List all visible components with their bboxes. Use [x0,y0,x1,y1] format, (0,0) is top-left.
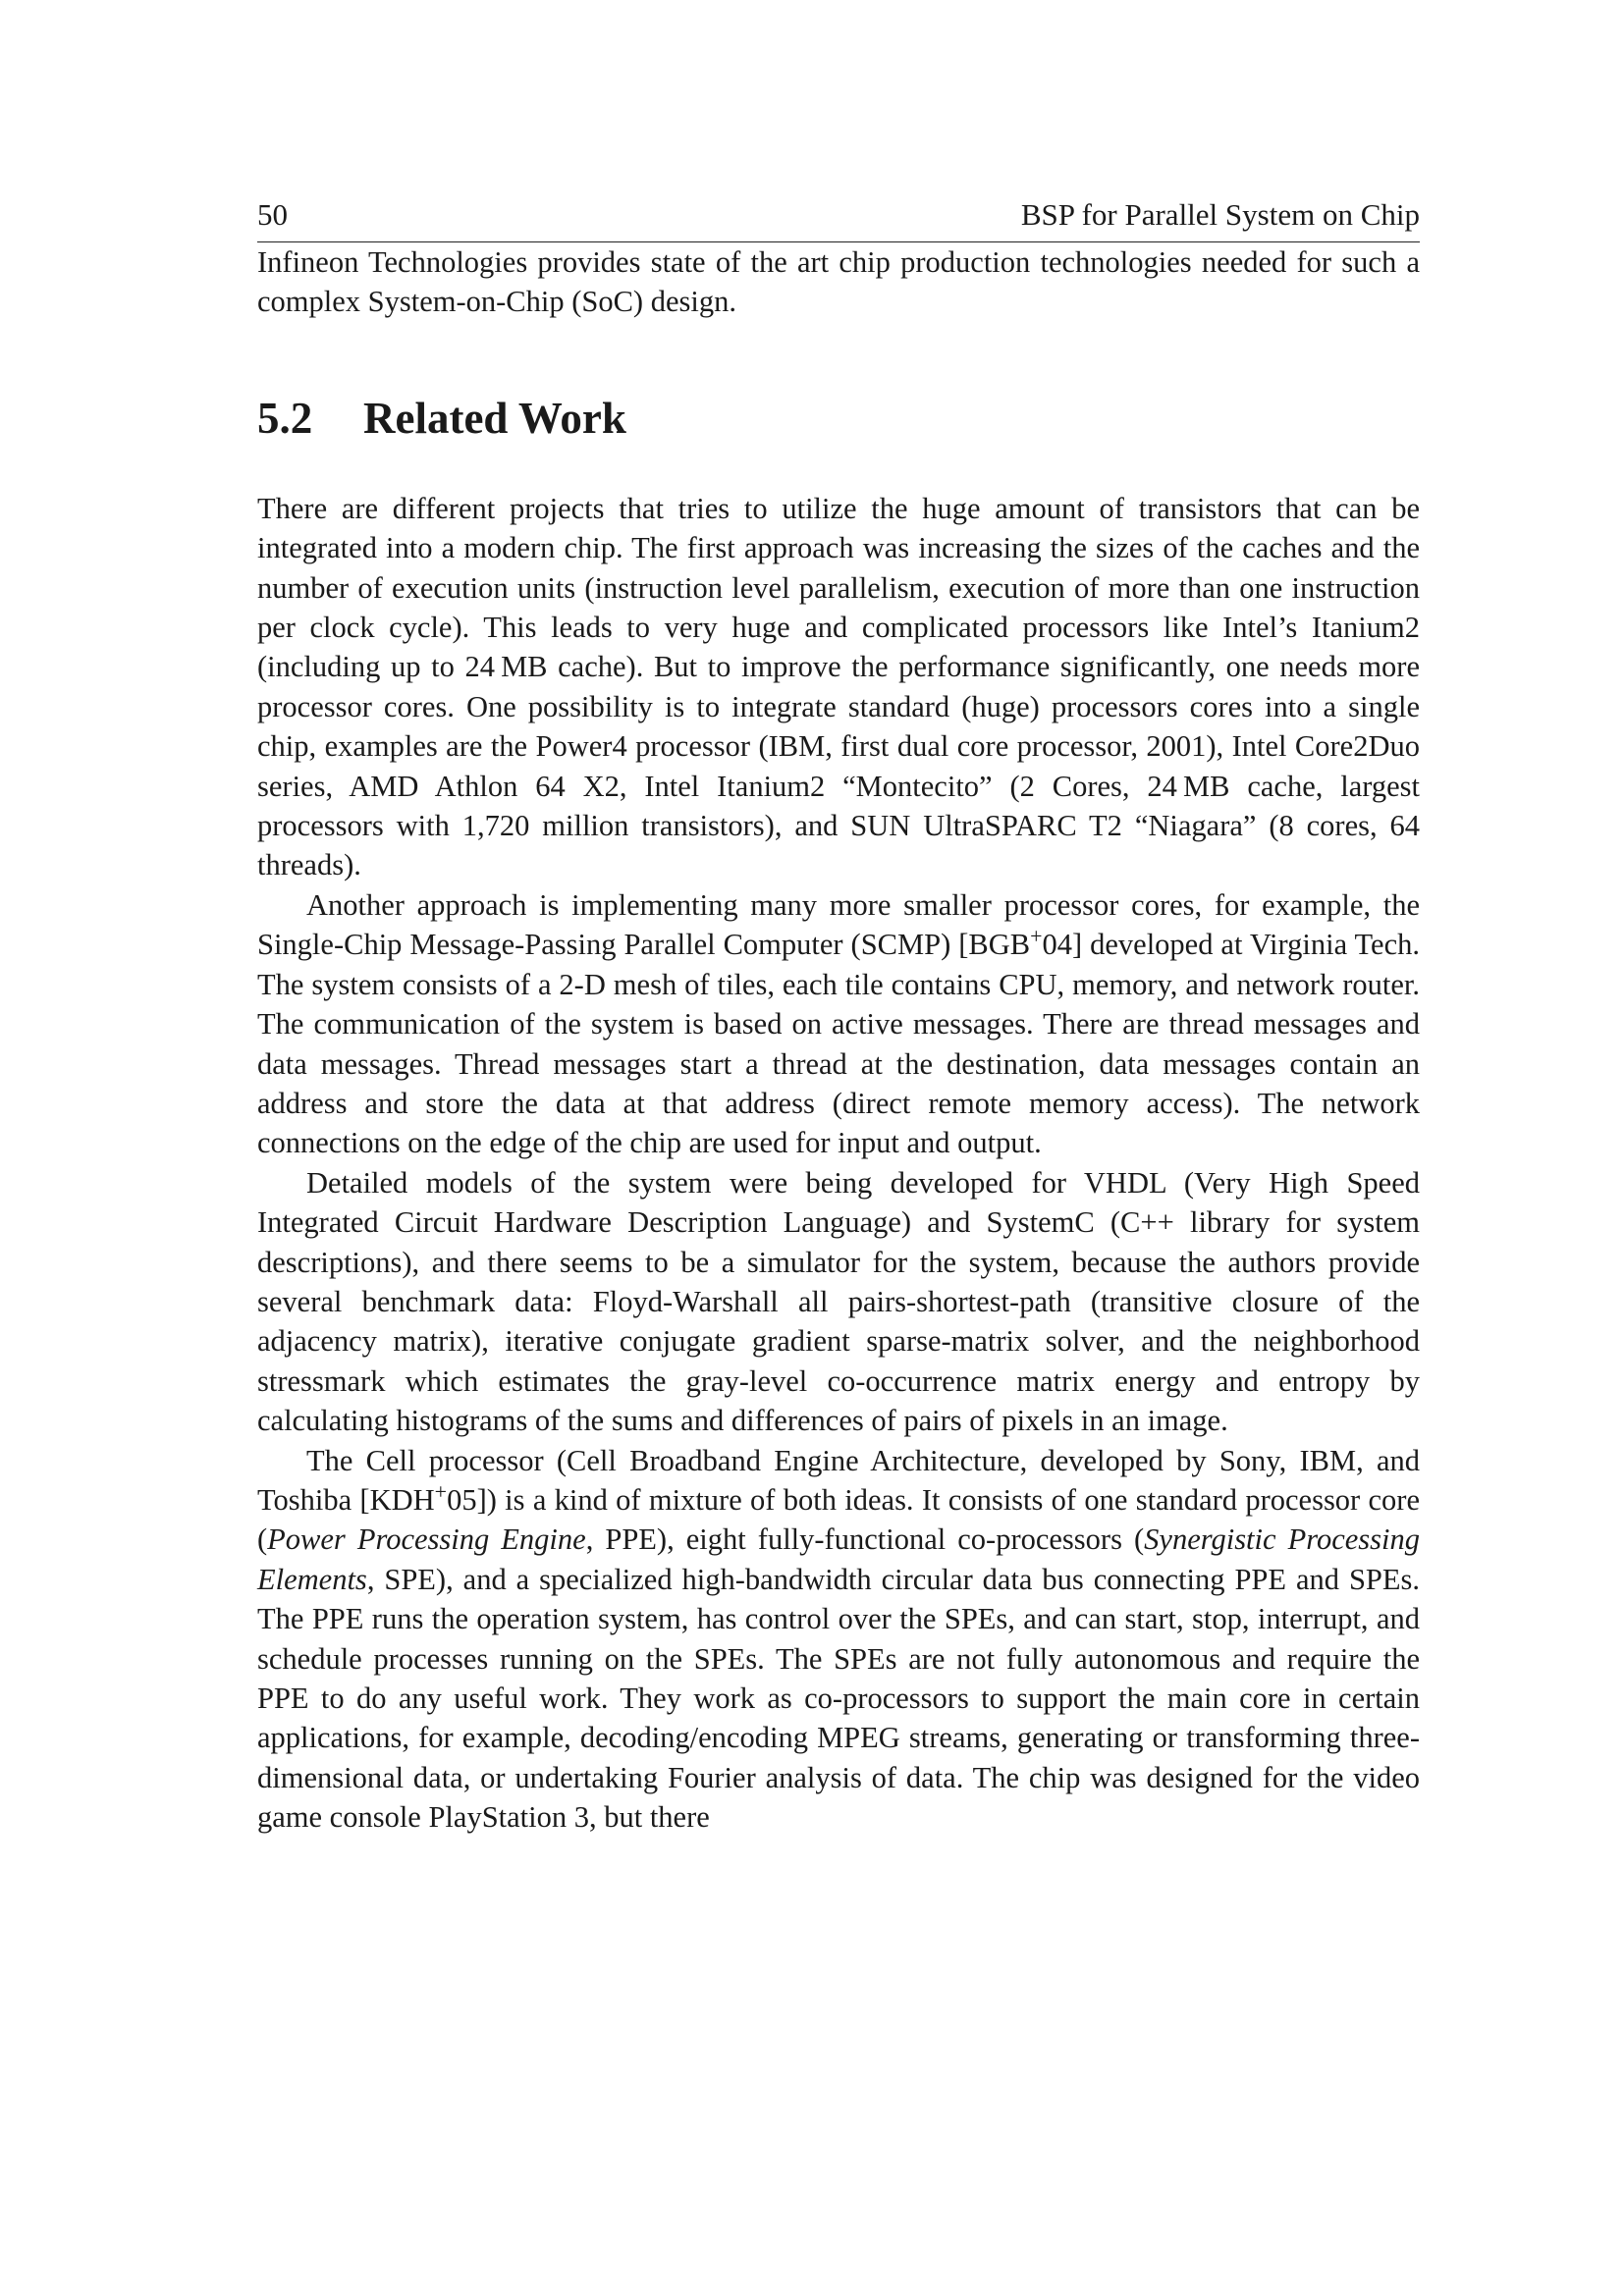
section-heading [257,391,1420,446]
paragraph-4-text-a: The Cell processor (Cell Broadband Engine Architecture, developed by Sony, IBM, and Toshiba [KDH [257,1443,1420,1517]
citation-superscript: + [434,1478,448,1504]
paragraph-1: There are different projects that tries to utilize the huge amount of transistors that can be integrated into a modern chip. The first approach was increasing the sizes of the caches and the number of execution units (instruction level parallelism, execution of more than one instruction per clock cycle). This leads to very huge and complicated processors like Intel’s Itanium2 (including up to 24 MB cache). But to improve the performance significantly, one needs more processor cores. One possibility is to integrate standard (huge) processors cores into a single chip, examples are the Power4 processor (IBM, first dual core processor, 2001), Intel Core2Duo series, AMD Athlon 64 X2, Intel Itanium2 “Montecito” (2 Cores, 24 MB cache, largest processors with 1,720 million transistors), and SUN UltraSPARC T2 “Niagara” (8 cores, 64 threads). [257,491,1420,882]
paragraph-4-text-b: 05]) is a kind of mixture of both ideas. It consists of one standard processor core ( [257,1482,1420,1557]
section-title: Related Work [363,393,626,443]
paragraph-4-text-c: , PPE), eight fully-functional co-processors ( [585,1522,1145,1557]
section-number: 5.2 [257,393,313,443]
paragraph-4 [257,1441,1420,1838]
page [257,192,1420,1838]
paragraph-2-text-a: Another approach is implementing many more smaller processor cores, for example, the Single-Chip Message-Passing Parallel Computer (SCMP) [BGB [257,887,1420,962]
intro-paragraph: Infineon Technologies provides state of the art chip production technologies needed for such a complex System-on-Chip (SoC) design. [257,245,1420,319]
paragraph-4-text-d: , SPE), and a specialized high-bandwidth circular data bus connecting PPE and SPEs. The PPE runs the operation system, has control over the SPEs, and can start, stop, interrupt, and schedule processes running on the SPEs. The SPEs are not fully autonomous and require the PPE to do any useful work. They work as co-processors to support the main core in certain applications, for example, decoding/encoding MPEG streams, generating or transforming three-dimensional data, or undertaking Fourier analysis of data. The chip was designed for the video game console PlayStation 3, but there [257,1562,1420,1835]
paragraph-2 [257,885,1420,1163]
running-title: BSP for Parallel System on Chip [1020,197,1420,232]
running-header [257,192,1420,242]
paragraph-3: Detailed models of the system were being developed for VHDL (Very High Speed Integrated Circuit Hardware Description Language) and SystemC (C++ library for system descriptions), and there seems to be a simulator for the system, because the authors provide several benchmark data: Floyd-Warshall all pairs-shortest-path (transitive closure of the adjacency matrix), iterative conjugate gradient sparse-matrix solver, and the neighborhood stressmark which estimates the gray-level co-occurrence matrix energy and entropy by calculating histograms of the sums and differences of pairs of pixels in an image. [257,1165,1420,1438]
citation-superscript: + [1030,924,1043,949]
page-number: 50 [257,197,288,232]
document-body [257,242,1420,1838]
emphasis-spe: Synergistic Processing Elements [257,1522,1420,1596]
emphasis-ppe: Power Processing Engine [267,1522,586,1557]
paragraph-2-text-b: 04] developed at Virginia Tech. The system consists of a 2-D mesh of tiles, each tile contains CPU, memory, and network router. The communication of the system is based on active messages. There are thread messages and data messages. Thread messages start a thread at the destination, data messages contain an address and store the data at that address (direct remote memory access). The network connections on the edge of the chip are used for input and output. [257,928,1420,1160]
